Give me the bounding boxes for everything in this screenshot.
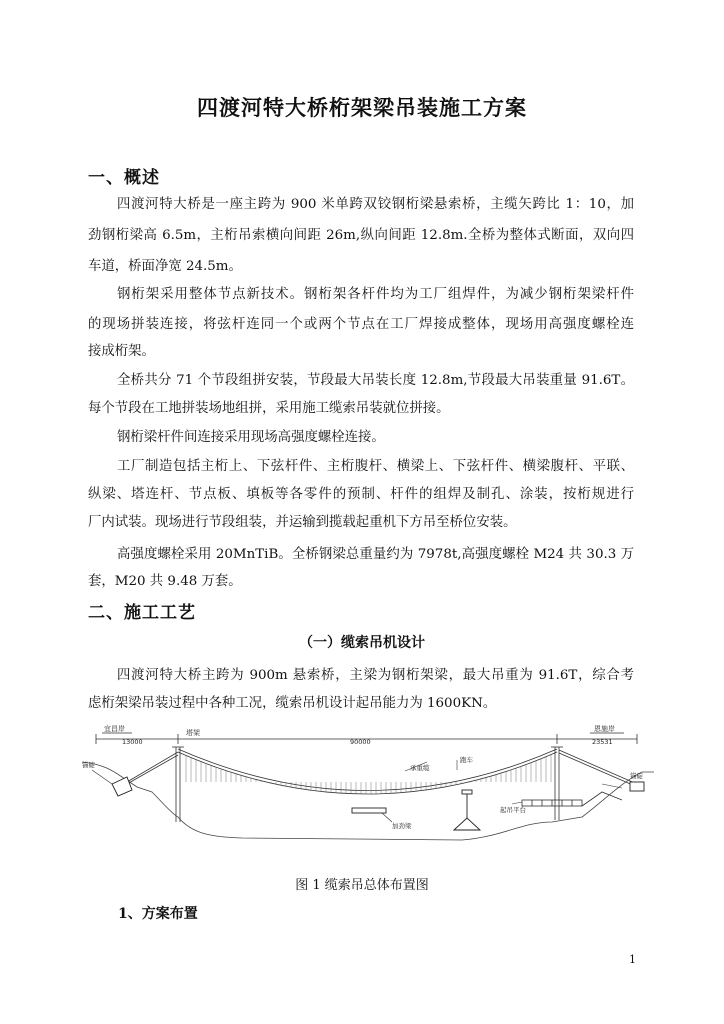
right-tower — [551, 747, 563, 820]
paragraph-line: 工厂制造包括主桁上、下弦杆件、主桁腹杆、横梁上、下弦杆件、横梁腹杆、平联、 — [117, 459, 634, 474]
paragraph-line: 纵梁、塔连杆、节点板、填板等各零件的预制、杆件的组焊及制孔、涂装，按桁规进行 — [88, 487, 634, 502]
lift-platform-structure — [454, 818, 480, 830]
paragraph-line: 四渡河特大桥主跨为 900m 悬索桥，主梁为钢桁架梁，最大吊重为 91.6T，综合考 — [117, 668, 634, 683]
deck-segments — [522, 792, 622, 806]
right-backstay — [559, 750, 637, 784]
paragraph-line: 每个节段在工地拼装场地组拼，采用施工缆索吊装就位拼接。 — [88, 401, 450, 416]
paragraph-line: 四渡河特大桥是一座主跨为 900 米单跨双铰钢桁梁悬索桥，主缆矢跨比 1：10，加 — [117, 197, 634, 212]
paragraph-line: 的现场拼装连接，将弦杆连同一个或两个节点在工厂焊接成整体，现场用高强度螺栓连 — [88, 317, 634, 332]
document-title: 四渡河特大桥桁架梁吊装施工方案 — [197, 95, 527, 120]
lift-platform-label: 起吊平台 — [500, 806, 526, 814]
subsection-heading-crane-design: （一）缆索吊机设计 — [299, 635, 425, 651]
dimension-left-label: 13000 — [122, 738, 143, 746]
terrain-profile — [82, 762, 654, 840]
paragraph-line: 厂内试装。现场进行节段组装，并运输到揽载起重机下方吊至桥位安装。 — [88, 515, 517, 530]
paragraph-line: 劲钢桁梁高 6.5m，主桁吊索横向间距 26m,纵向间距 12.8m.全桥为整体式断面，双向四 — [88, 228, 634, 243]
paragraph-line: 车道，桥面净宽 24.5m。 — [88, 259, 242, 274]
left-anchor-block — [112, 777, 132, 796]
paragraph-line: 钢桁架采用整体节点新技术。钢桁架各杆件均为工厂组焊件，为减少钢桁架梁杆件 — [117, 287, 634, 302]
left-backstay — [127, 752, 178, 782]
left-tower — [172, 747, 184, 822]
cable-crane-layout-figure — [82, 722, 654, 852]
paragraph-line: 高强度螺栓采用 20MnTiB。全桥钢梁总重量约为 7978t,高强度螺栓 M24 共 30.3 万 — [117, 547, 634, 562]
page-number: 1 — [629, 953, 636, 966]
right-anchor-label: 锚碇 — [630, 772, 643, 780]
trolley-label: 跑车 — [460, 756, 473, 764]
right-bank-label: 恩施岸 — [594, 725, 615, 733]
main-cable — [178, 749, 557, 791]
paragraph-line: 钢桁梁杆件间连接采用现场高强度螺栓连接。 — [117, 430, 385, 445]
paragraph-line: 虑桁架梁吊装过程中各种工况，缆索吊机设计起吊能力为 1600KN。 — [88, 696, 497, 711]
left-anchor-label: 锚碇 — [82, 761, 95, 769]
dimension-main-label: 90000 — [350, 738, 371, 746]
paragraph-line: 套，M20 共 9.48 万套。 — [88, 574, 242, 589]
tower-label: 塔架 — [186, 729, 200, 737]
right-anchor-block — [630, 782, 644, 791]
dimension-right-label: 23531 — [592, 738, 613, 746]
section-heading-overview: 一、概述 — [88, 168, 160, 188]
paragraph-line: 接成桁架。 — [88, 344, 155, 359]
main-cable-label: 承重缆 — [410, 764, 430, 772]
paragraph-line: 全桥共分 71 个节段组拼安装，节段最大吊装长度 12.8m,节段最大吊装重量 91.6T。 — [117, 373, 634, 388]
figure-caption: 图 1 缆索吊总体布置图 — [295, 878, 429, 893]
section-heading-process: 二、施工工艺 — [88, 603, 196, 623]
segment-label: 加劲梁 — [392, 822, 412, 830]
hoisted-segment — [352, 808, 386, 813]
subsection-heading-layout: 1、方案布置 — [118, 906, 198, 922]
left-bank-label: 宜昌岸 — [104, 725, 125, 733]
